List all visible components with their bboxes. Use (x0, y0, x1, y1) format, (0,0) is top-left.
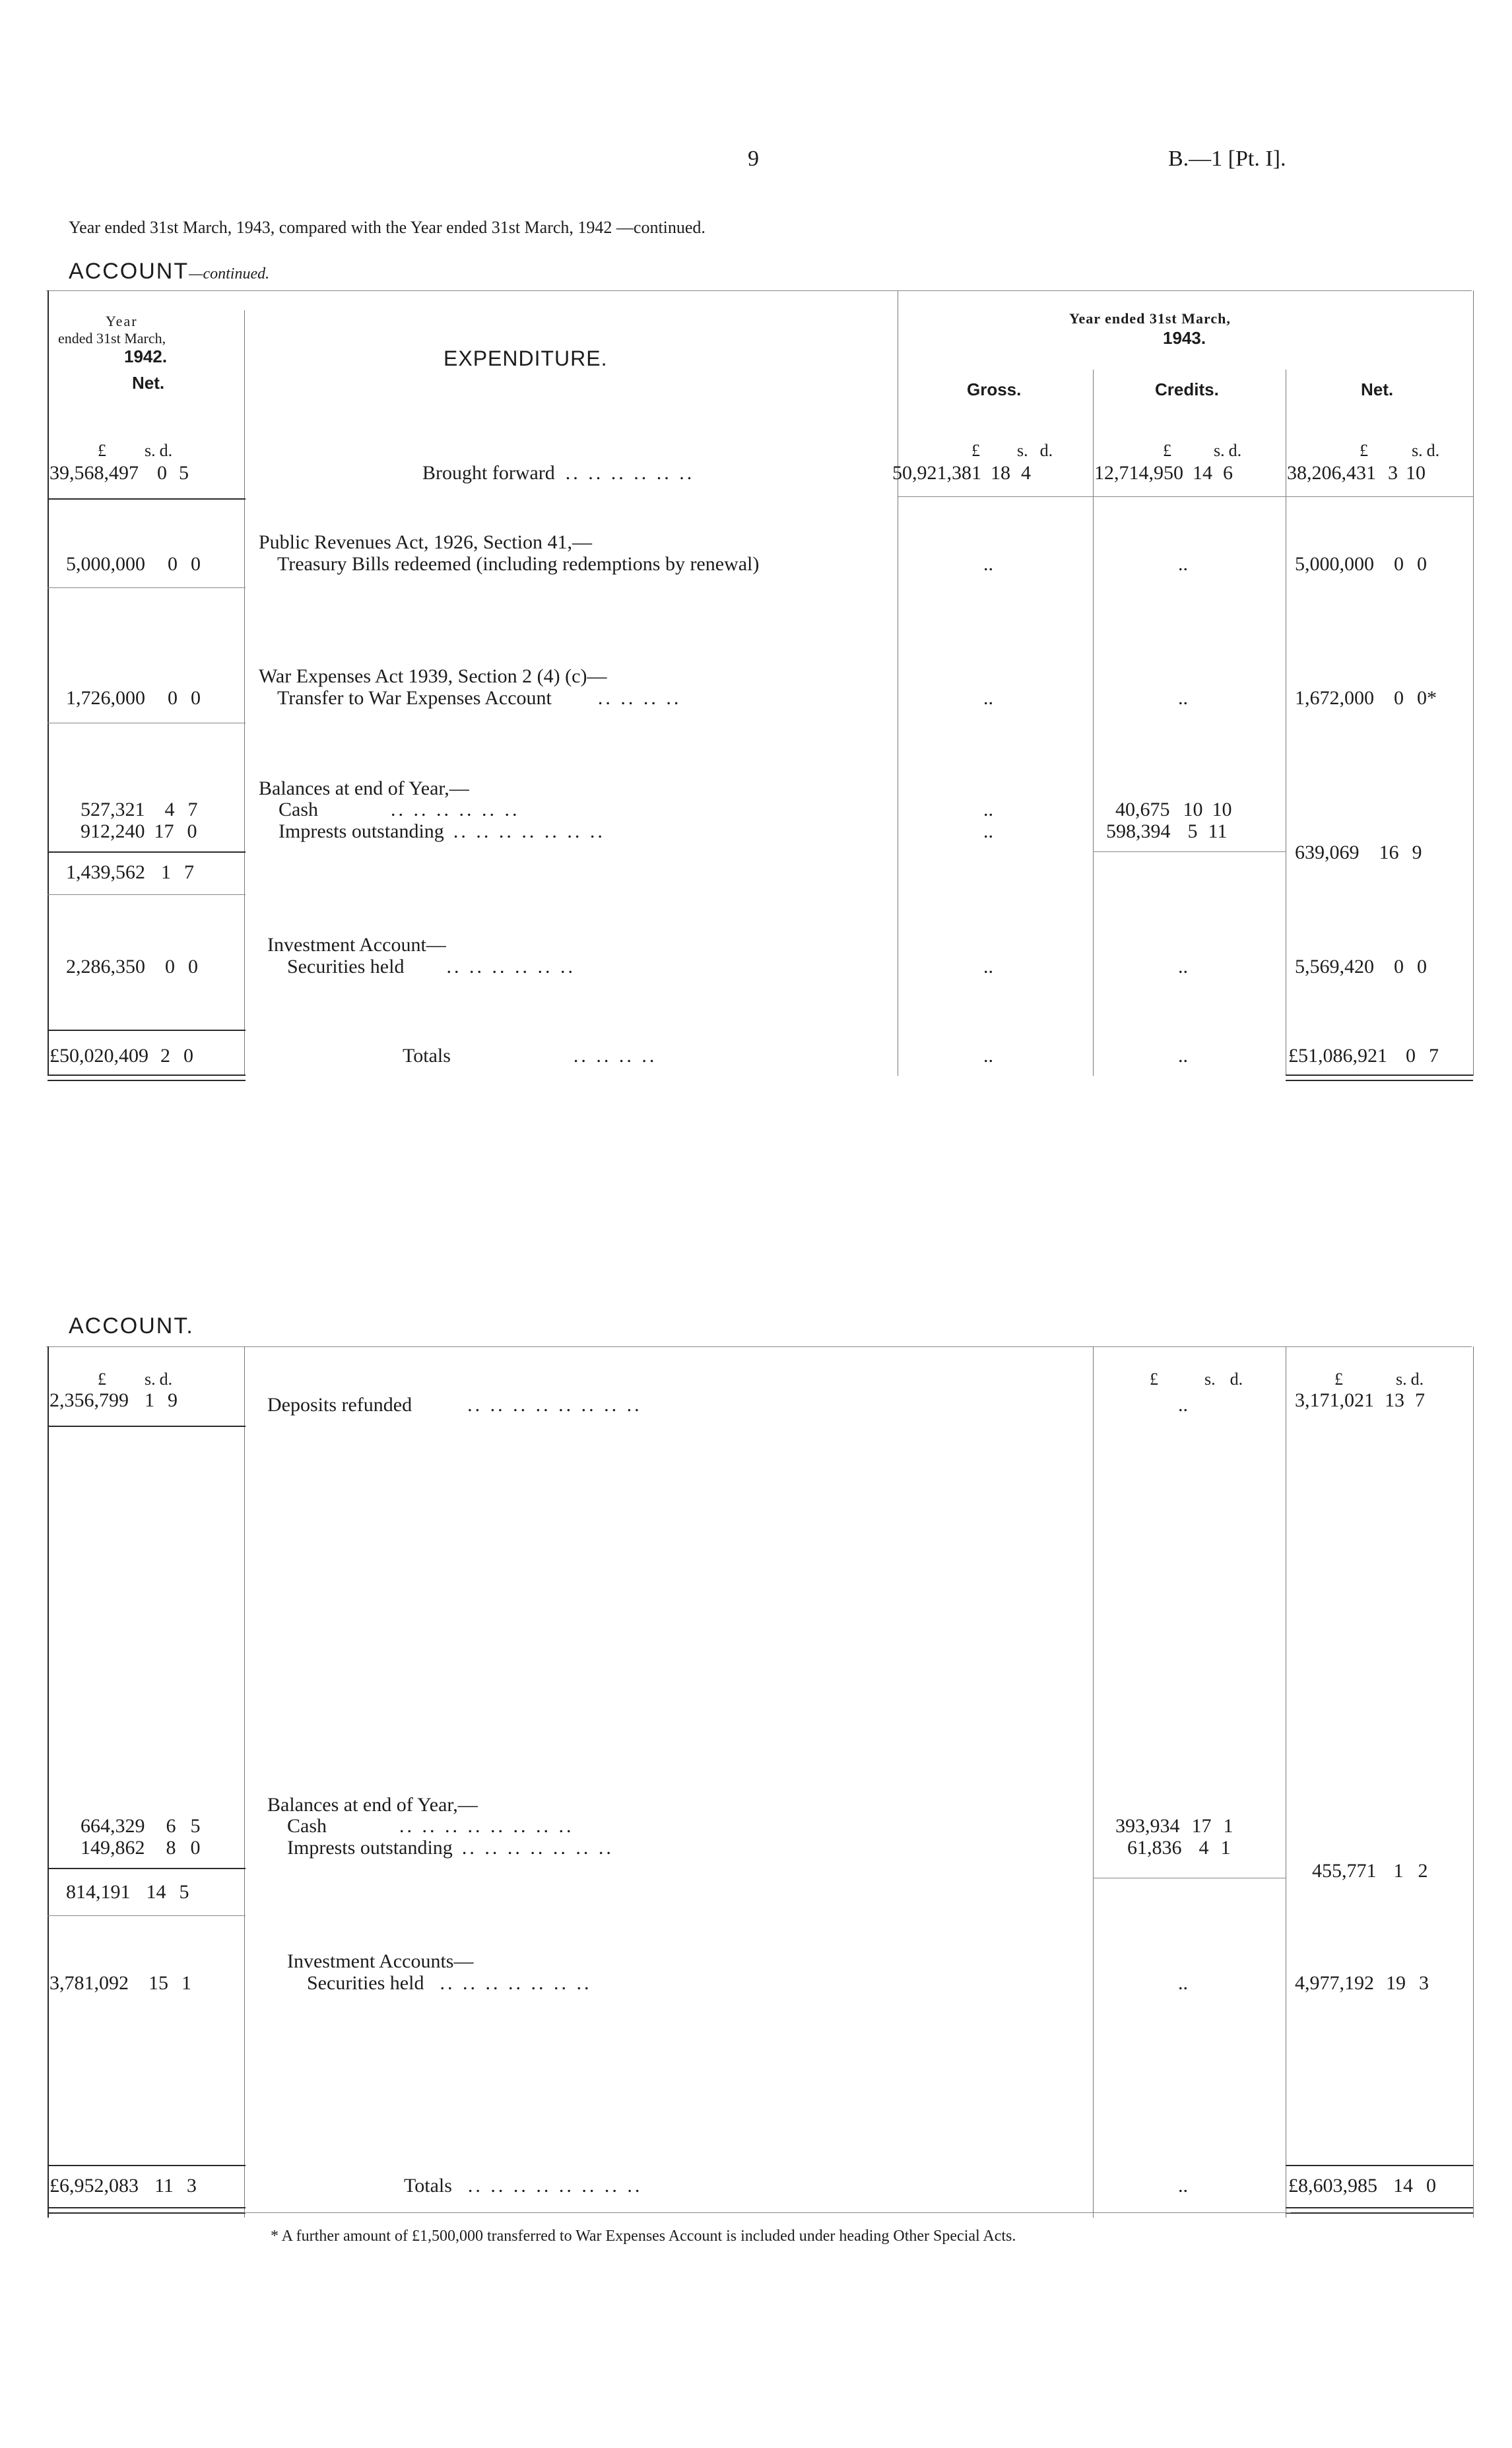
bf-prev: 39,568,497 0 5 (49, 462, 189, 484)
gross-header: Gross. (967, 380, 1022, 399)
dep-net: 3,171,021 13 7 (1295, 1389, 1425, 1411)
s2-prev-units: £ s. d. (98, 1370, 173, 1389)
bal1-imprests-label: Imprests outstanding .. .. .. .. .. .. .. (279, 820, 605, 842)
tot2-net-rule-b (1286, 2212, 1473, 2214)
pr-rule (48, 587, 246, 588)
footnote: * A further amount of £1,500,000 transferred to War Expenses Account is included under heading Other Special Acts. (271, 2228, 1016, 2245)
tot2-rule-b (48, 2212, 246, 2214)
tot1-net: £51,086,921 0 7 (1288, 1045, 1439, 1067)
bal1-cash-label: Cash .. .. .. .. .. .. (279, 799, 520, 820)
bal1-imprests-prev: 912,240 17 0 (81, 820, 197, 842)
bf-gross: 50,921,381 18 4 (892, 462, 1031, 484)
bf-net: 38,206,431 3 10 (1287, 462, 1426, 484)
inv2-heading: Investment Accounts— (287, 1950, 474, 1972)
bal1-imprests-credits: 598,394 5 11 (1106, 820, 1228, 842)
tot2-bottom-rule (244, 2212, 1291, 2213)
we-prev: 1,726,000 0 0 (66, 687, 201, 709)
dep-credits-dots: .. (1178, 1394, 1188, 1416)
s2-net-units: £ s. d. (1334, 1370, 1424, 1389)
pr-prev: 5,000,000 0 0 (66, 553, 201, 575)
bal1-total-prev: 1,439,562 1 7 (66, 861, 194, 883)
tot1-prev: £50,020,409 2 0 (49, 1045, 193, 1067)
we-heading: War Expenses Act 1939, Section 2 (4) (c)— (259, 665, 607, 687)
bal1-net: 639,069 16 9 (1295, 842, 1422, 863)
curr-year-value: 1943. (1163, 328, 1206, 348)
tot1-net-rule-a (1286, 1075, 1473, 1076)
we-credits-dots: .. (1178, 687, 1188, 709)
section1-title: ACCOUNT—continued. (69, 259, 270, 284)
prev-units: £ s. d. (98, 441, 173, 460)
inv1-label: Securities held .. .. .. .. .. .. (287, 956, 575, 977)
bal1-cash-credits: 40,675 10 10 (1115, 799, 1232, 820)
prev-year-net-header: Net. (132, 373, 165, 393)
bal2-total-prev: 814,191 14 5 (66, 1881, 189, 1903)
s1-left-rule (48, 290, 49, 1076)
bal1-imprests-gross-dots: .. (983, 820, 993, 842)
we-gross-dots: .. (983, 687, 993, 709)
bal2-cash-credits: 393,934 17 1 (1115, 1815, 1233, 1837)
inv2-net: 4,977,192 19 3 (1295, 1972, 1429, 1994)
dep-rule (48, 1426, 246, 1427)
tot1-label: Totals .. .. .. .. (403, 1045, 657, 1067)
inv1-credits-dots: .. (1178, 956, 1188, 977)
s1-prev-col-rule (244, 310, 245, 1076)
s2-credits-units: £ s. d. (1150, 1370, 1243, 1389)
dep-label: Deposits refunded .. .. .. .. .. .. .. .. (267, 1394, 642, 1416)
net-units: £ s. d. (1360, 441, 1440, 460)
tot2-prev: £6,952,083 11 3 (49, 2175, 197, 2197)
tot2-credits-dots: .. (1178, 2175, 1188, 2197)
inv1-heading: Investment Account— (267, 934, 446, 956)
bal2-net: 455,771 1 2 (1312, 1860, 1428, 1882)
bf-credits: 12,714,950 14 6 (1094, 462, 1233, 484)
s1-credits-col-rule (1093, 370, 1094, 1076)
bf-rule-right (898, 496, 1473, 497)
section2-top-rule (46, 1346, 1472, 1347)
prev-year-label-1: Year (106, 313, 138, 329)
bal2-heading: Balances at end of Year,— (267, 1794, 478, 1816)
pr-gross-dots: .. (983, 553, 993, 575)
inv2-credits-dots: .. (1178, 1972, 1188, 1994)
inv1-prev: 2,286,350 0 0 (66, 956, 198, 977)
s2-right-rule (1473, 1346, 1474, 2218)
tot2-net-top-rule (1286, 2165, 1473, 2166)
section2-title: ACCOUNT. (69, 1313, 194, 1339)
s2-prev-col-rule (244, 1346, 245, 2218)
s1-right-rule (1473, 290, 1474, 1076)
bal2-prev-rule (48, 1868, 246, 1869)
bf-rule-prev (48, 498, 246, 500)
bal1-total-rule (48, 894, 246, 895)
tot2-top-rule (48, 2165, 246, 2166)
tot1-gross-dots: .. (983, 1045, 993, 1067)
tot1-net-rule-b (1286, 1080, 1473, 1081)
we-label: Transfer to War Expenses Account .. .. .. .. (277, 687, 682, 709)
prev-year-label-3: 1942. (124, 347, 168, 366)
inv2-prev: 3,781,092 15 1 (49, 1972, 191, 1994)
pr-net: 5,000,000 0 0 (1295, 553, 1427, 575)
net-header: Net. (1361, 380, 1394, 399)
bal1-cash-gross-dots: .. (983, 799, 993, 820)
we-net: 1,672,000 0 0* (1295, 687, 1437, 709)
inv1-rule (48, 1030, 246, 1031)
s2-left-rule (48, 1346, 49, 2218)
credits-header: Credits. (1155, 380, 1219, 399)
gross-units: £ s. d. (971, 441, 1053, 460)
bal2-cash-prev: 664,329 6 5 (81, 1815, 201, 1837)
bal2-imprests-credits: 61,836 4 1 (1127, 1837, 1231, 1859)
pr-credits-dots: .. (1178, 553, 1188, 575)
pr-label: Treasury Bills redeemed (including redemptions by renewal) (277, 553, 760, 575)
pr-heading: Public Revenues Act, 1926, Section 41,— (259, 531, 592, 553)
page-reference: B.—1 [Pt. I]. (1168, 147, 1286, 171)
page-number: 9 (748, 147, 759, 171)
tot2-label: Totals .. .. .. .. .. .. .. .. (404, 2175, 643, 2197)
tot1-rule-a (48, 1075, 246, 1076)
expenditure-header: EXPENDITURE. (444, 347, 608, 370)
credits-units: £ s. d. (1163, 441, 1242, 460)
bal1-credits-rule (1093, 851, 1286, 852)
inv2-label: Securities held .. .. .. .. .. .. .. (307, 1972, 592, 1994)
bal2-imprests-prev: 149,862 8 0 (81, 1837, 201, 1859)
bal1-cash-prev: 527,321 4 7 (81, 799, 198, 820)
tot1-credits-dots: .. (1178, 1045, 1188, 1067)
tot2-net-rule-a (1286, 2207, 1473, 2208)
tot2-rule-a (48, 2207, 246, 2208)
bal2-imprests-label: Imprests outstanding .. .. .. .. .. .. .. (287, 1837, 614, 1859)
bal2-cash-label: Cash .. .. .. .. .. .. .. .. (287, 1815, 574, 1837)
tot2-net: £8,603,985 14 0 (1288, 2175, 1436, 2197)
curr-year-header: Year ended 31st March, (1069, 310, 1231, 327)
dep-prev: 2,356,799 1 9 (49, 1389, 178, 1411)
tot1-rule-b (48, 1080, 246, 1081)
page-subtitle: Year ended 31st March, 1943, compared with the Year ended 31st March, 1942 —continued. (69, 218, 706, 237)
bal2-total-rule (48, 1915, 246, 1916)
s2-credits-col-rule (1093, 1346, 1094, 2218)
inv1-net: 5,569,420 0 0 (1295, 956, 1427, 977)
prev-year-label-2: ended 31st March, (58, 330, 166, 347)
bf-label: Brought forward .. .. .. .. .. .. (422, 462, 695, 484)
bal1-heading: Balances at end of Year,— (259, 777, 469, 799)
inv1-gross-dots: .. (983, 956, 993, 977)
section1-top-rule (46, 290, 1472, 291)
bal1-prev-rule (48, 851, 246, 853)
